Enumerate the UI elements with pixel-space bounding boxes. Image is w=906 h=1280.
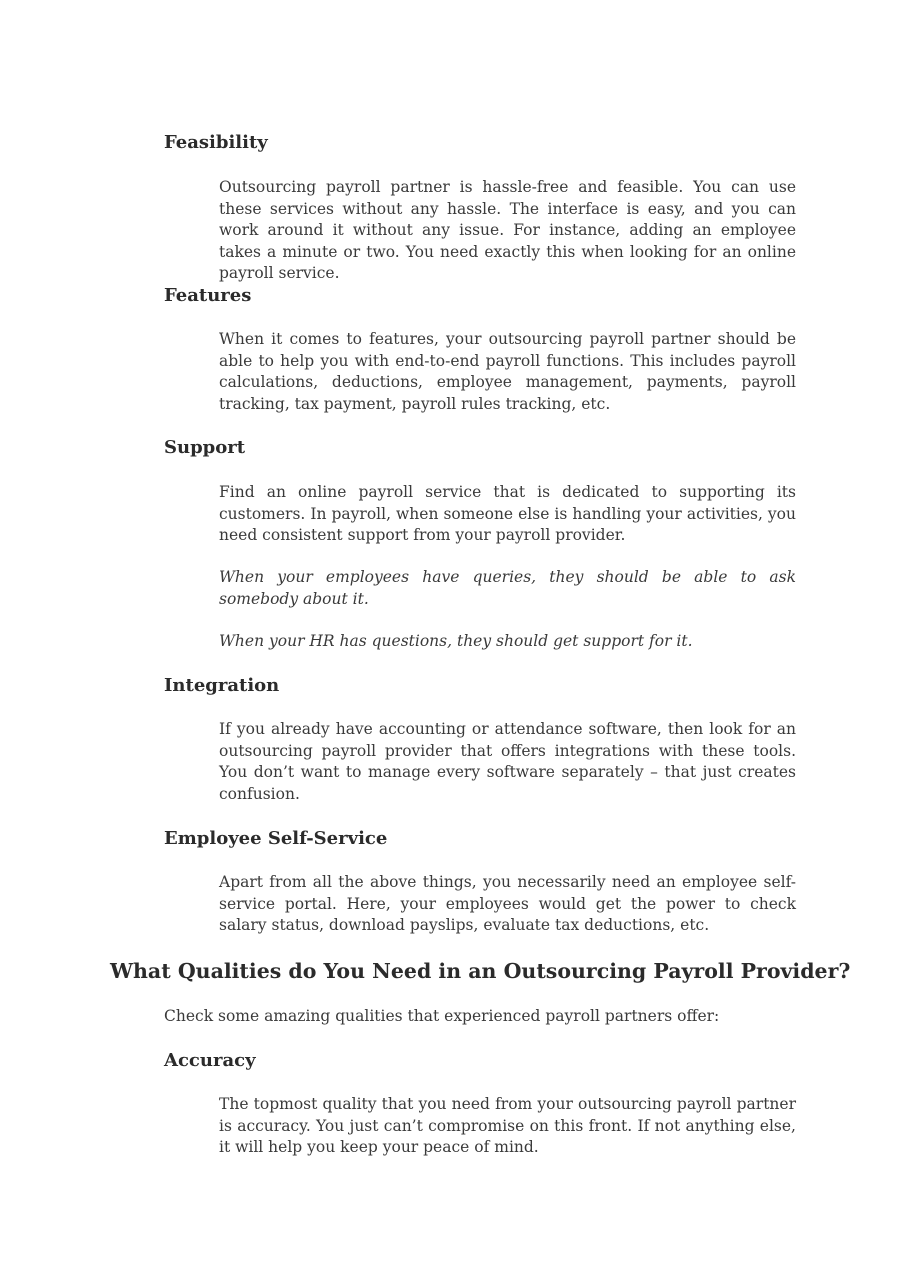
heading-accuracy: Accuracy: [164, 1050, 256, 1071]
heading-employee-self-service: Employee Self-Service: [164, 828, 388, 849]
paragraph-employee-self-service: Apart from all the above things, you necessarily need an employee self-service portal. Here, your employees would get the power to check salary status, download payslips, evaluate tax deductions, etc.: [219, 873, 796, 934]
paragraph-support-employees: When your employees have queries, they should be able to ask somebody about it.: [219, 568, 796, 608]
heading-features: Features: [164, 285, 252, 306]
heading-integration: Integration: [164, 675, 280, 696]
paragraph-feasibility: Outsourcing payroll partner is hassle-free and feasible. You can use these services without any hassle. The interface is easy, and you can work around it without any issue. For instance, adding an employee takes a minute or two. You need exactly this when looking for an online payroll service.: [219, 178, 796, 282]
paragraph-qualities-intro: Check some amazing qualities that experienced payroll partners offer:: [164, 1007, 720, 1025]
heading-qualities: What Qualities do You Need in an Outsourcing Payroll Provider?: [110, 959, 851, 983]
paragraph-accuracy: The topmost quality that you need from your outsourcing payroll partner is accuracy. You just can’t compromise on this front. If not anything else, it will help you keep your peace of mind.: [219, 1095, 796, 1156]
paragraph-support: Find an online payroll service that is dedicated to supporting its customers. In payroll, when someone else is handling your activities, you need consistent support from your payroll provider.: [219, 483, 796, 544]
heading-feasibility: Feasibility: [164, 132, 268, 153]
paragraph-integration: If you already have accounting or attendance software, then look for an outsourcing payroll provider that offers integrations with these tools. You don’t want to manage every software separately – that just creates confusion.: [219, 720, 796, 803]
heading-support: Support: [164, 437, 246, 458]
paragraph-support-hr: When your HR has questions, they should get support for it.: [219, 632, 693, 650]
paragraph-features: When it comes to features, your outsourcing payroll partner should be able to help you with end-to-end payroll functions. This includes payroll calculations, deductions, employee management, payments, payroll tracking, tax payment, payroll rules tracking, etc.: [219, 330, 796, 413]
